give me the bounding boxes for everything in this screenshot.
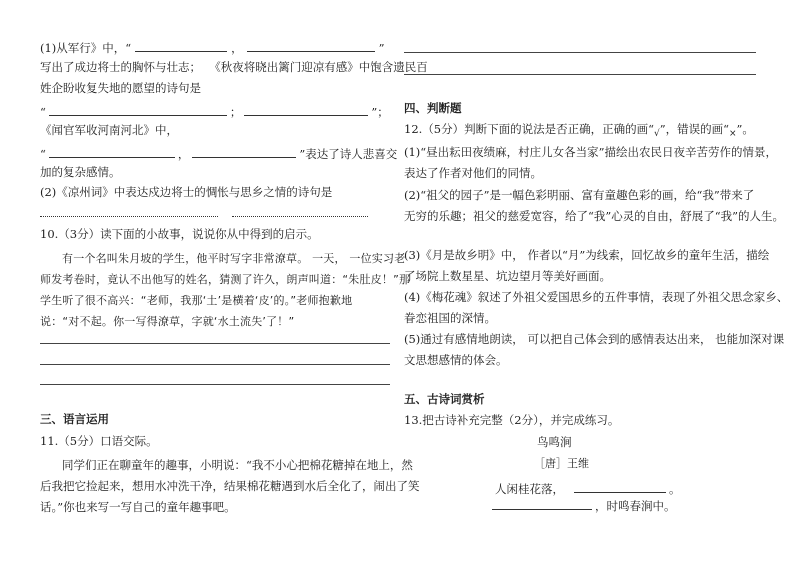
blank-poem-2[interactable] <box>492 498 592 510</box>
q9-line8: (2)《凉州词》中表达戍边将士的惆怅与思乡之情的诗句是 <box>40 185 333 199</box>
q12-item-3-l2: 了场院上数星星、坑边望月等美好画面。 <box>404 269 611 283</box>
q12-item-2-l2: 无穷的乐趣；祖父的慈爱宽容，给了“我”心灵的自由，舒展了“我”的人生。 <box>404 209 785 223</box>
blank-q9-1[interactable] <box>135 40 227 52</box>
q9-line7: 加的复杂感情。 <box>40 165 121 179</box>
answer-line-q10-1[interactable] <box>40 343 390 344</box>
q9-line3: 姓企盼收复失地的愿望的诗句是 <box>40 81 201 95</box>
q12-item-4-l1: (4)《梅花魂》叙述了外祖父爱国思乡的五件事情，表现了外祖父思念家乡、 <box>404 290 789 304</box>
q11-title: 11.（5分）口语交际。 <box>40 434 158 448</box>
q9-line1: (1)从军行》中，“ ， ” <box>40 41 385 55</box>
poem-line-2: ，时鸣春涧中。 <box>492 498 676 514</box>
q10-story-4: 说：“对不起。你一写得潦草，字就‘水土流失’了！” <box>40 315 295 328</box>
answer-line-right-2[interactable] <box>404 74 756 75</box>
check-mark-icon: √ <box>653 129 660 139</box>
q11-text-1: 同学们正在聊童年的趣事，小明说：“我不小心把棉花糖掉在地上，然 <box>62 458 413 472</box>
section4-title: 四、判断题 <box>404 101 462 115</box>
q10-story-3: 学生听了很不高兴：“老师，我那‘土’是横着‘皮’的。”老师抱歉地 <box>40 294 353 307</box>
q12-item-4-l2: 眷恋祖国的深情。 <box>404 311 496 325</box>
blank-q9-5[interactable] <box>49 146 175 158</box>
poem-title: 鸟鸣涧 <box>537 435 572 449</box>
q12-item-2-l1: (2)“祖父的园子”是一幅色彩明丽、富有童趣色彩的画，给“我”带来了 <box>404 188 755 202</box>
blank-poem-1[interactable] <box>574 481 666 493</box>
cross-mark-icon: × <box>729 129 737 139</box>
q9-line5: 《闻官军收河南河北》中， <box>40 123 178 137</box>
q13-title: 13.把古诗补充完整（2分），并完成练习。 <box>404 413 620 427</box>
blank-q9-3[interactable] <box>49 104 227 116</box>
answer-line-right-1[interactable] <box>404 52 756 53</box>
q11-text-3: 话。”你也来写一写自己的童年趣事吧。 <box>40 500 236 514</box>
q12-item-1-l1: (1)“昼出耘田夜绩麻，村庄儿女各当家”描绘出农民日夜辛苦劳作的情景， <box>404 145 778 159</box>
poem-author: ［唐］王维 <box>534 457 589 470</box>
answer-line-q10-3[interactable] <box>40 384 390 385</box>
q9-line2: 写出了成边将士的胸怀与壮志； 《秋夜将晓出篱门迎凉有感》中饱含遗民百 <box>40 60 428 74</box>
q10-story-1: 有一个名叫朱月坡的学生，他平时写字非常潦草。 一天， 一位实习老 <box>62 252 406 265</box>
section3-title: 三、语言运用 <box>40 412 109 426</box>
q12-item-1-l2: 表达了作者对他们的同情。 <box>404 166 542 180</box>
blank-q9-6[interactable] <box>192 146 296 158</box>
section5-title: 五、古诗词赏析 <box>404 392 485 406</box>
q9-line6: “ ， ”表达了诗人悲喜交 <box>40 147 398 161</box>
q11-text-2: 后我把它捡起来，想用水冲洗干净，结果棉花糖遇到水后全化了，闹出了笑 <box>40 479 420 493</box>
q12-item-5-l1: (5)通过有感情地朗读， 可以把自己体会到的感情表达出来， 也能加深对课 <box>404 332 785 346</box>
q12-item-5-l2: 文思想感情的体会。 <box>404 353 508 367</box>
q10-title: 10.（3分）读下面的小故事，说说你从中得到的启示。 <box>40 227 319 241</box>
blank-q9-8[interactable] <box>232 205 368 217</box>
blank-q9-7[interactable] <box>40 205 218 217</box>
blank-q9-4[interactable] <box>244 104 368 116</box>
blank-q9-2[interactable] <box>247 40 375 52</box>
q12-title: 12.（5分）判断下面的说法是否正确，正确的画“$_√$”，错误的画“$_\times$”。 <box>404 122 754 139</box>
q10-story-2: 师发考卷时，竟认不出他写的姓名，猜测了许久，朗声叫道：“朱肚皮！”那 <box>40 273 411 286</box>
answer-line-q10-2[interactable] <box>40 364 390 365</box>
q12-item-3-l1: (3)《月是故乡明》中， 作者以“月”为线索，回忆故乡的童年生活，描绘 <box>404 248 770 262</box>
q9-line4: “ ； ”； <box>40 105 389 119</box>
q9-blank-row <box>40 205 368 221</box>
poem-line-1: 人闲桂花落， 。 <box>495 482 681 496</box>
